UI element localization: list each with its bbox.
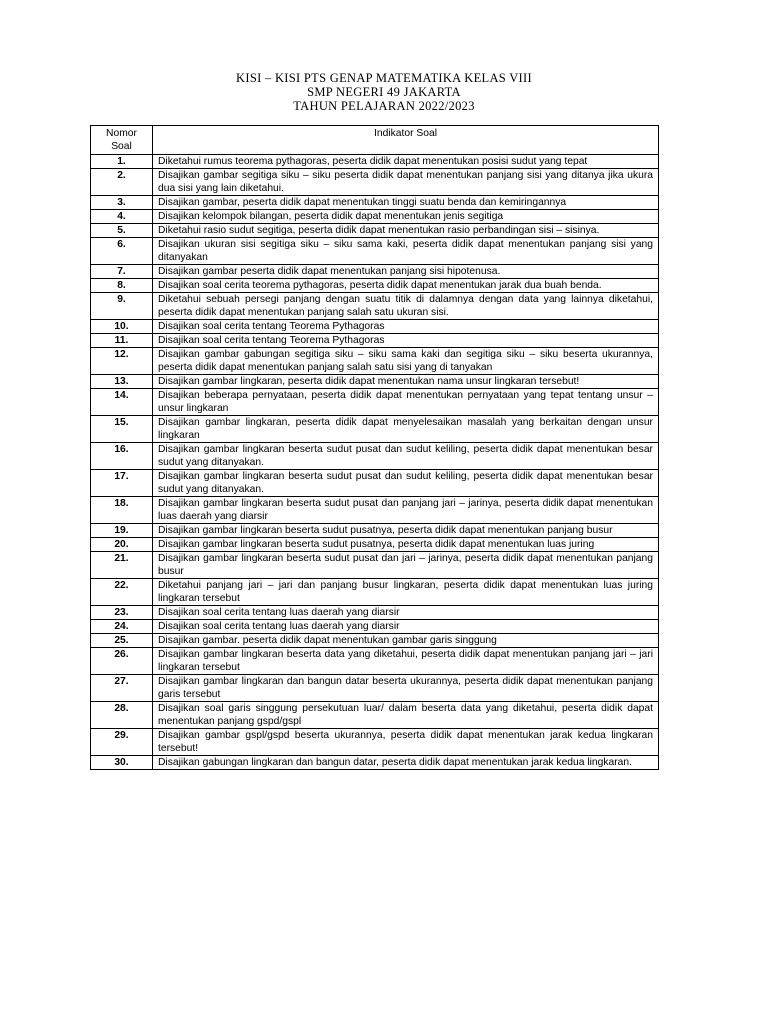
row-indicator: Disajikan gambar lingkaran beserta sudut pusat dan sudut keliling, peserta didik dapat menentukan besar sudut yang ditanyakan. bbox=[153, 443, 659, 470]
table-row bbox=[91, 552, 659, 579]
row-indicator: Disajikan gambar lingkaran beserta sudut pusatnya, peserta didik dapat menentukan panjang busur bbox=[153, 524, 659, 538]
document-title bbox=[0, 71, 768, 113]
row-number: 13. bbox=[91, 375, 153, 389]
row-number: 10. bbox=[91, 320, 153, 334]
row-indicator: Disajikan soal cerita teorema pythagoras, peserta didik dapat menentukan jarak dua buah benda. bbox=[153, 279, 659, 293]
row-indicator: Disajikan gambar peserta didik dapat menentukan panjang sisi hipotenusa. bbox=[153, 265, 659, 279]
table-row bbox=[91, 634, 659, 648]
table-row bbox=[91, 620, 659, 634]
row-number: 20. bbox=[91, 538, 153, 552]
title-line-1: KISI – KISI PTS GENAP MATEMATIKA KELAS VIII bbox=[236, 71, 532, 85]
row-indicator: Diketahui rumus teorema pythagoras, peserta didik dapat menentukan posisi sudut yang tepat bbox=[153, 155, 659, 169]
row-number: 18. bbox=[91, 497, 153, 524]
row-number: 17. bbox=[91, 470, 153, 497]
table-row bbox=[91, 210, 659, 224]
table-row bbox=[91, 524, 659, 538]
title-line-2: SMP NEGERI 49 JAKARTA bbox=[307, 85, 461, 99]
row-indicator: Disajikan gambar lingkaran dan bangun datar beserta ukurannya, peserta didik dapat menentukan panjang garis tersebut bbox=[153, 675, 659, 702]
row-number: 15. bbox=[91, 416, 153, 443]
row-indicator: Disajikan gambar lingkaran beserta sudut pusat dan jari – jarinya, peserta didik dapat menentukan panjang busur bbox=[153, 552, 659, 579]
row-number: 12. bbox=[91, 348, 153, 375]
row-indicator: Diketahui sebuah persegi panjang dengan suatu titik di dalamnya dengan data yang lainnya diketahui, peserta didik dapat menentukan panjang salah satu ukuran sisi. bbox=[153, 293, 659, 320]
table-row bbox=[91, 279, 659, 293]
row-indicator: Disajikan gambar. peserta didik dapat menentukan gambar garis singgung bbox=[153, 634, 659, 648]
table-row bbox=[91, 320, 659, 334]
title-line-3: TAHUN PELAJARAN 2022/2023 bbox=[293, 99, 475, 113]
row-indicator: Disajikan ukuran sisi segitiga siku – siku sama kaki, peserta didik dapat menentukan panjang sisi yang ditanyakan bbox=[153, 238, 659, 265]
row-number: 14. bbox=[91, 389, 153, 416]
table-row bbox=[91, 155, 659, 169]
row-indicator: Disajikan gambar gspl/gspd beserta ukurannya, peserta didik dapat menentukan jarak kedua lingkaran tersebut! bbox=[153, 729, 659, 756]
row-indicator: Disajikan soal cerita tentang Teorema Pythagoras bbox=[153, 320, 659, 334]
row-number: 28. bbox=[91, 702, 153, 729]
header-nomor: Nomor bbox=[106, 128, 137, 139]
row-number: 29. bbox=[91, 729, 153, 756]
row-indicator: Disajikan soal cerita tentang luas daerah yang diarsir bbox=[153, 620, 659, 634]
table-row bbox=[91, 293, 659, 320]
row-indicator: Disajikan gambar lingkaran, peserta didik dapat menentukan nama unsur lingkaran tersebut! bbox=[153, 375, 659, 389]
row-indicator: Disajikan gabungan lingkaran dan bangun datar, peserta didik dapat menentukan jarak kedua lingkaran. bbox=[153, 756, 659, 770]
row-number: 30. bbox=[91, 756, 153, 770]
row-number: 25. bbox=[91, 634, 153, 648]
row-indicator: Disajikan beberapa pernyataan, peserta didik dapat menentukan pernyataan yang tepat tentang unsur – unsur lingkaran bbox=[153, 389, 659, 416]
row-number: 5. bbox=[91, 224, 153, 238]
row-number: 24. bbox=[91, 620, 153, 634]
row-indicator: Disajikan gambar gabungan segitiga siku – siku sama kaki dan segitiga siku – siku beserta ukurannya, peserta didik dapat menentukan panjang salah satu sisi yang di tanyakan bbox=[153, 348, 659, 375]
row-number: 9. bbox=[91, 293, 153, 320]
header-nomor-soal bbox=[91, 126, 153, 155]
table-row bbox=[91, 238, 659, 265]
row-number: 2. bbox=[91, 169, 153, 196]
row-number: 23. bbox=[91, 606, 153, 620]
row-number: 6. bbox=[91, 238, 153, 265]
row-number: 21. bbox=[91, 552, 153, 579]
table-row bbox=[91, 416, 659, 443]
table-row bbox=[91, 606, 659, 620]
row-indicator: Disajikan kelompok bilangan, peserta didik dapat menentukan jenis segitiga bbox=[153, 210, 659, 224]
row-number: 3. bbox=[91, 196, 153, 210]
row-indicator: Disajikan soal cerita tentang luas daerah yang diarsir bbox=[153, 606, 659, 620]
row-indicator: Diketahui rasio sudut segitiga, peserta didik dapat menentukan rasio perbandingan sisi – sisinya. bbox=[153, 224, 659, 238]
row-number: 11. bbox=[91, 334, 153, 348]
row-indicator: Disajikan soal garis singgung persekutuan luar/ dalam beserta data yang diketahui, peserta didik dapat menentukan panjang gspd/gspl bbox=[153, 702, 659, 729]
table-row bbox=[91, 443, 659, 470]
row-number: 26. bbox=[91, 648, 153, 675]
row-indicator: Disajikan gambar lingkaran beserta sudut pusat dan panjang jari – jarinya, peserta didik dapat menentukan luas daerah yang diarsir bbox=[153, 497, 659, 524]
table-row bbox=[91, 497, 659, 524]
table-row bbox=[91, 675, 659, 702]
table-row bbox=[91, 702, 659, 729]
row-number: 16. bbox=[91, 443, 153, 470]
table-row bbox=[91, 224, 659, 238]
table-row bbox=[91, 648, 659, 675]
table-row bbox=[91, 538, 659, 552]
row-indicator: Disajikan gambar lingkaran beserta data yang diketahui, peserta didik dapat menentukan panjang jari – jari lingkaran tersebut bbox=[153, 648, 659, 675]
table-row bbox=[91, 348, 659, 375]
table-row bbox=[91, 756, 659, 770]
header-soal: Soal bbox=[111, 141, 132, 152]
table-row bbox=[91, 579, 659, 606]
table-row bbox=[91, 334, 659, 348]
row-number: 1. bbox=[91, 155, 153, 169]
table-row bbox=[91, 729, 659, 756]
row-indicator: Disajikan gambar lingkaran beserta sudut pusat dan sudut keliling, peserta didik dapat menentukan besar sudut yang ditanyakan. bbox=[153, 470, 659, 497]
table-row bbox=[91, 265, 659, 279]
table-row bbox=[91, 196, 659, 210]
table-row bbox=[91, 169, 659, 196]
table-row bbox=[91, 470, 659, 497]
row-number: 19. bbox=[91, 524, 153, 538]
row-indicator: Disajikan gambar, peserta didik dapat menentukan tinggi suatu benda dan kemiringannya bbox=[153, 196, 659, 210]
row-indicator: Disajikan gambar lingkaran, peserta didik dapat menyelesaikan masalah yang berkaitan dengan unsur lingkaran bbox=[153, 416, 659, 443]
row-indicator: Diketahui panjang jari – jari dan panjang busur lingkaran, peserta didik dapat menentukan luas juring lingkaran tersebut bbox=[153, 579, 659, 606]
row-indicator: Disajikan gambar segitiga siku – siku peserta didik dapat menentukan panjang sisi yang ditanya jika ukura dua sisi yang lain diketahui. bbox=[153, 169, 659, 196]
row-indicator: Disajikan soal cerita tentang Teorema Pythagoras bbox=[153, 334, 659, 348]
row-number: 4. bbox=[91, 210, 153, 224]
table-header-row bbox=[91, 126, 659, 155]
table-row bbox=[91, 389, 659, 416]
row-number: 27. bbox=[91, 675, 153, 702]
row-number: 7. bbox=[91, 265, 153, 279]
kisi-table bbox=[90, 125, 659, 770]
header-indikator-soal: Indikator Soal bbox=[153, 126, 659, 155]
row-indicator: Disajikan gambar lingkaran beserta sudut pusatnya, peserta didik dapat menentukan luas juring bbox=[153, 538, 659, 552]
table-row bbox=[91, 375, 659, 389]
row-number: 22. bbox=[91, 579, 153, 606]
row-number: 8. bbox=[91, 279, 153, 293]
